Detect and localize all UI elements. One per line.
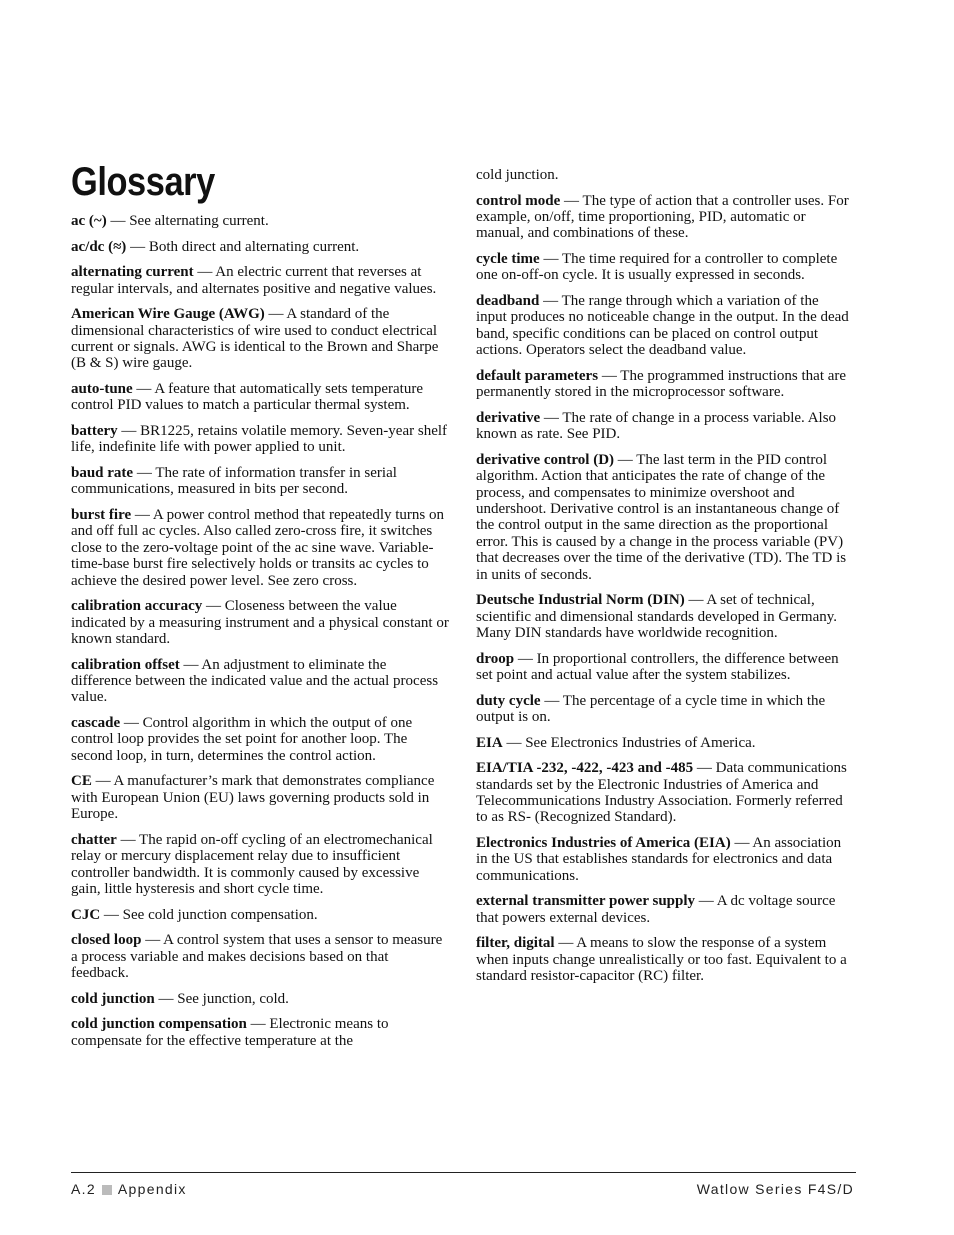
glossary-entry bbox=[476, 693, 852, 726]
glossary-term: external transmitter power supply bbox=[476, 893, 696, 910]
glossary-term: auto-tune bbox=[71, 381, 133, 397]
glossary-entry bbox=[476, 760, 852, 826]
glossary-definition: — Control algorithm in which the output of one control loop provides the set point for another loop. The second loop, in turn, determines the control action. bbox=[71, 715, 413, 764]
glossary-term: EIA/TIA -232, -422, -423 and -485 bbox=[476, 760, 694, 777]
footer-page-number: A.2 bbox=[71, 1181, 96, 1197]
glossary-term: default parameters bbox=[476, 367, 599, 384]
footer-left bbox=[71, 1181, 187, 1197]
glossary-definition: — A control system that uses a sensor to measure a process variable and makes decisions based on that feedback. bbox=[71, 932, 443, 982]
glossary-definition: — A dc voltage source that powers external devices. bbox=[476, 893, 836, 926]
glossary-definition: — An adjustment to eliminate the difference between the indicated value and the actual process value. bbox=[71, 656, 439, 706]
glossary-entry bbox=[476, 410, 852, 443]
glossary-entry bbox=[71, 465, 449, 498]
glossary-entry bbox=[476, 735, 852, 751]
glossary-entry bbox=[476, 935, 852, 984]
glossary-definition: — The percentage of a cycle time in which the output is on. bbox=[476, 692, 826, 726]
glossary-definition: — A feature that automatically sets temperature control PID values to match a particular thermal system. bbox=[71, 381, 423, 414]
glossary-entry bbox=[71, 932, 449, 981]
glossary-entry bbox=[71, 1016, 449, 1049]
glossary-definition: — A means to slow the response of a system when inputs change unrealistically or too fast. Equivalent to a standard resistor-capacitor (RC) filter. bbox=[476, 935, 847, 985]
glossary-entry bbox=[476, 193, 852, 242]
right-entries bbox=[476, 167, 852, 994]
left-entries bbox=[71, 213, 449, 1058]
glossary-entry bbox=[476, 251, 852, 284]
glossary-term: ac (~) bbox=[71, 213, 107, 229]
page-title: Glossary bbox=[71, 160, 215, 204]
glossary-term: filter, digital bbox=[476, 935, 555, 952]
glossary-term: cycle time bbox=[476, 251, 540, 267]
glossary-definition: cold junction. bbox=[476, 167, 559, 183]
glossary-term: cold junction compensation bbox=[71, 1016, 247, 1033]
glossary-definition: — Both direct and alternating current. bbox=[126, 238, 360, 255]
glossary-definition: — BR1225, retains volatile memory. Seven-year shelf life, indefinite life with power applied to unit. bbox=[71, 423, 448, 456]
glossary-term: battery bbox=[71, 423, 118, 439]
glossary-term: deadband bbox=[476, 293, 540, 309]
glossary-entry bbox=[71, 381, 449, 414]
glossary-entry bbox=[71, 832, 449, 898]
glossary-definition: — The rapid on-off cycling of an electromechanical relay or mercury displacement relay due to insufficient controller bandwidth. It is commonly caused by excessive gain, little hysteresis and short cycle time. bbox=[71, 831, 433, 898]
glossary-entry bbox=[71, 213, 449, 229]
glossary-definition: — Closeness between the value indicated by a measuring instrument and a physical constant or known standard. bbox=[71, 598, 449, 648]
glossary-definition: — See junction, cold. bbox=[154, 990, 289, 1007]
glossary-definition: — A manufacturer’s mark that demonstrates compliance with European Union (EU) laws governing products sold in Europe. bbox=[71, 773, 435, 823]
glossary-entry bbox=[476, 293, 852, 359]
glossary-definition: — The programmed instructions that are permanently stored in the microprocessor software. bbox=[476, 367, 847, 401]
glossary-term: baud rate bbox=[71, 465, 134, 481]
glossary-entry bbox=[71, 907, 449, 923]
glossary-term: calibration offset bbox=[71, 656, 180, 673]
glossary-entry bbox=[71, 239, 449, 255]
glossary-definition: — See alternating current. bbox=[106, 213, 269, 229]
glossary-term: alternating current bbox=[71, 264, 194, 281]
glossary-entry bbox=[476, 893, 852, 926]
glossary-definition: — A set of technical, scientific and dimensional standards developed in Germany. Many DIN standards have worldwide recognition. bbox=[476, 592, 838, 642]
glossary-term: calibration accuracy bbox=[71, 598, 203, 615]
glossary-entry bbox=[71, 598, 449, 647]
glossary-definition: — An association in the US that establishes standards for electronics and data communications. bbox=[476, 835, 842, 884]
glossary-term: duty cycle bbox=[476, 692, 541, 709]
glossary-term: control mode bbox=[476, 192, 561, 209]
glossary-entry bbox=[71, 306, 449, 372]
square-bullet-icon bbox=[102, 1185, 112, 1195]
glossary-term: CE bbox=[71, 773, 92, 790]
glossary-term: Electronics Industries of America (EIA) bbox=[476, 835, 731, 852]
glossary-entry bbox=[71, 773, 449, 822]
glossary-definition: — In proportional controllers, the difference between set point and actual value after the system stabilizes. bbox=[476, 650, 839, 684]
glossary-definition: — The range through which a variation of the input produces no noticeable change in the output. In the dead band, specific conditions can be placed on control output actions. Operators select the deadband value. bbox=[476, 293, 849, 359]
glossary-definition: — The rate of information transfer in serial communications, measured in bits per second. bbox=[71, 465, 397, 498]
glossary-entry bbox=[71, 264, 449, 297]
glossary-entry bbox=[476, 835, 852, 884]
glossary-definition: — The time required for a controller to complete one on-off-on cycle. It is usually expressed in seconds. bbox=[476, 251, 838, 284]
glossary-entry bbox=[476, 167, 852, 183]
glossary-term: ac/dc (≈) bbox=[71, 238, 127, 255]
glossary-term: EIA bbox=[476, 734, 503, 751]
glossary-entry bbox=[476, 592, 852, 641]
glossary-entry bbox=[71, 423, 449, 456]
glossary-definition: — An electric current that reverses at regular intervals, and alternates positive and negative values. bbox=[71, 264, 437, 297]
glossary-entry bbox=[71, 991, 449, 1007]
glossary-term: burst fire bbox=[71, 507, 132, 523]
glossary-definition: — Data communications standards set by the Electronic Industries of America and Telecommunications Industry Association. Formerly referred to as RS- (Recognized Standard). bbox=[476, 760, 847, 826]
glossary-term: Deutsche Industrial Norm (DIN) bbox=[476, 592, 685, 609]
glossary-term: droop bbox=[476, 650, 515, 667]
glossary-term: derivative control (D) bbox=[476, 451, 615, 468]
glossary-entry bbox=[71, 657, 449, 706]
glossary-definition: — The type of action that a controller uses. For example, on/off, time proportioning, PID, automatic or manual, and combinations of these. bbox=[476, 192, 849, 242]
footer-divider bbox=[71, 1172, 856, 1173]
glossary-entry bbox=[476, 452, 852, 583]
glossary-definition: — A power control method that repeatedly turns on and off full ac cycles. Also called zero-cross fire, it switches close to the zero-voltage point of the ac sine wave. Variable-time-base burst fire selectively holds or transits ac cycles to achieve the desired power level. See zero cross. bbox=[71, 507, 444, 589]
glossary-term: CJC bbox=[71, 906, 101, 923]
glossary-definition: — Electronic means to compensate for the effective temperature at the bbox=[71, 1016, 389, 1049]
glossary-entry bbox=[476, 368, 852, 401]
glossary-term: American Wire Gauge (AWG) bbox=[71, 306, 265, 323]
glossary-definition: — A standard of the dimensional characteristics of wire used to conduct electrical current or signals. AWG is identical to the Brown and Sharpe (B & S) wire gauge. bbox=[71, 306, 439, 372]
glossary-entry bbox=[476, 651, 852, 684]
glossary-definition: — The rate of change in a process variable. Also known as rate. See PID. bbox=[476, 409, 837, 443]
glossary-entry bbox=[71, 507, 449, 589]
glossary-term: chatter bbox=[71, 831, 117, 848]
glossary-term: derivative bbox=[476, 409, 541, 426]
footer-right: Watlow Series F4S/D bbox=[696, 1181, 854, 1197]
glossary-definition: — See Electronics Industries of America. bbox=[502, 734, 756, 751]
footer-section: Appendix bbox=[117, 1181, 187, 1197]
glossary-term: cold junction bbox=[71, 990, 155, 1007]
glossary-definition: — The last term in the PID control algorithm. Action that anticipates the rate of change of the process, and compensates to minimize overshoot and undershoot. Derivative control is an instantaneous change of the control output in the same direction as the proportional error. This is caused by a change in the process variable (PV) that decreases over the time of the derivative (TD). The TD is in units of seconds. bbox=[476, 451, 847, 583]
glossary-term: closed loop bbox=[71, 932, 142, 949]
glossary-definition: — See cold junction compensation. bbox=[100, 906, 318, 923]
glossary-term: cascade bbox=[71, 715, 121, 732]
glossary-entry bbox=[71, 715, 449, 764]
